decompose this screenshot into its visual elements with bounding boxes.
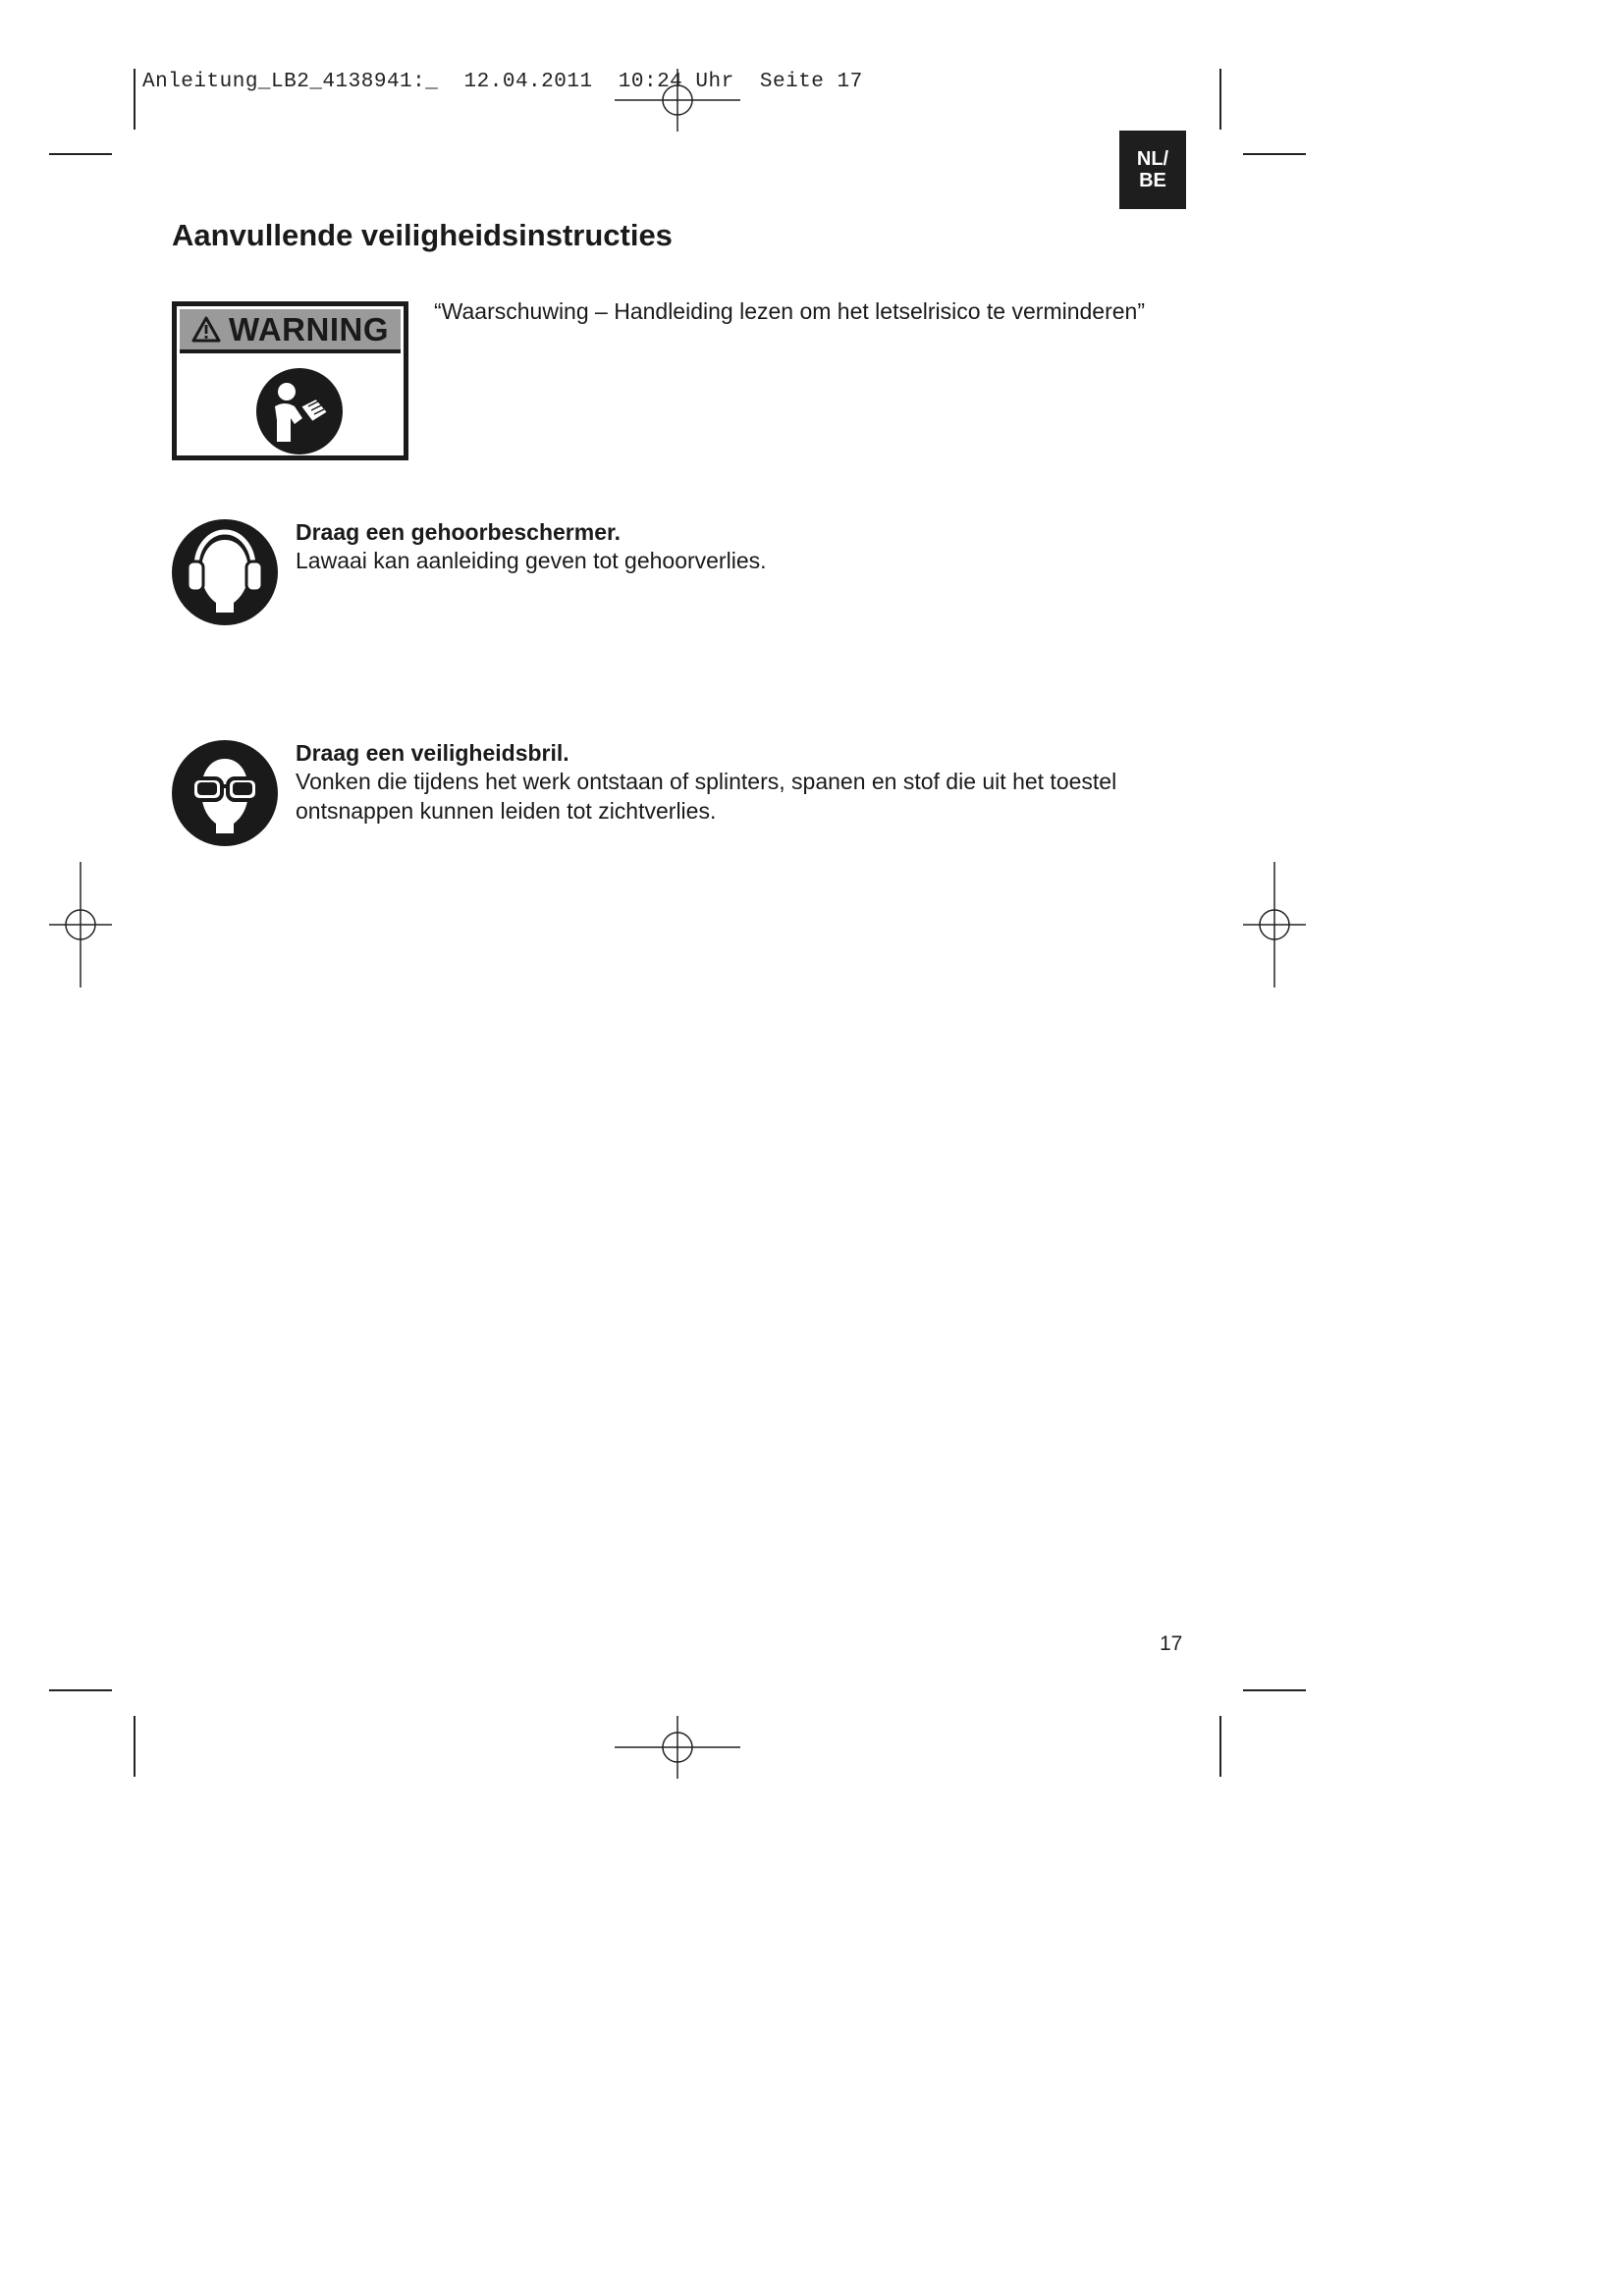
crop-mark bbox=[49, 153, 112, 155]
warning-label bbox=[172, 301, 408, 460]
print-header: Anleitung_LB2_4138941:_ 12.04.2011 10:24 Uhr Seite 17 bbox=[142, 71, 863, 93]
ear-protection-icon bbox=[171, 518, 279, 626]
registration-mark-icon bbox=[615, 1716, 740, 1779]
read-manual-icon bbox=[255, 367, 344, 455]
language-badge-line1: NL/ bbox=[1136, 148, 1169, 170]
safety-glasses-icon bbox=[171, 739, 279, 847]
warning-label-text: WARNING bbox=[229, 310, 389, 347]
item-text: ontsnappen kunnen leiden tot zichtverlies. bbox=[296, 798, 717, 824]
item-text: Lawaai kan aanleiding geven tot gehoorverlies. bbox=[296, 548, 767, 573]
crop-mark bbox=[1243, 1689, 1306, 1691]
list-item bbox=[296, 519, 767, 575]
crop-mark bbox=[1243, 153, 1306, 155]
crop-mark bbox=[1219, 69, 1221, 130]
registration-mark-icon bbox=[615, 69, 740, 132]
registration-mark-icon bbox=[1243, 862, 1306, 988]
crop-mark bbox=[134, 1716, 135, 1777]
item-title: Draag een veiligheidsbril. bbox=[296, 740, 569, 766]
language-badge-line2: BE bbox=[1139, 170, 1166, 191]
warning-header bbox=[180, 309, 401, 353]
crop-mark bbox=[1219, 1716, 1221, 1777]
warning-triangle-icon bbox=[191, 316, 221, 343]
item-text: Vonken die tijdens het werk ontstaan of splinters, spanen en stof die uit het toestel bbox=[296, 769, 1117, 794]
warning-quote: “Waarschuwing – Handleiding lezen om het letselrisico te verminderen” bbox=[434, 298, 1145, 324]
language-badge bbox=[1119, 131, 1186, 209]
crop-mark bbox=[49, 1689, 112, 1691]
crop-mark bbox=[134, 69, 135, 130]
page-title: Aanvullende veiligheidsinstructies bbox=[172, 218, 673, 252]
page-number: 17 bbox=[1160, 1632, 1183, 1655]
item-title: Draag een gehoorbeschermer. bbox=[296, 519, 622, 545]
list-item bbox=[296, 740, 1116, 826]
registration-mark-icon bbox=[49, 862, 112, 988]
